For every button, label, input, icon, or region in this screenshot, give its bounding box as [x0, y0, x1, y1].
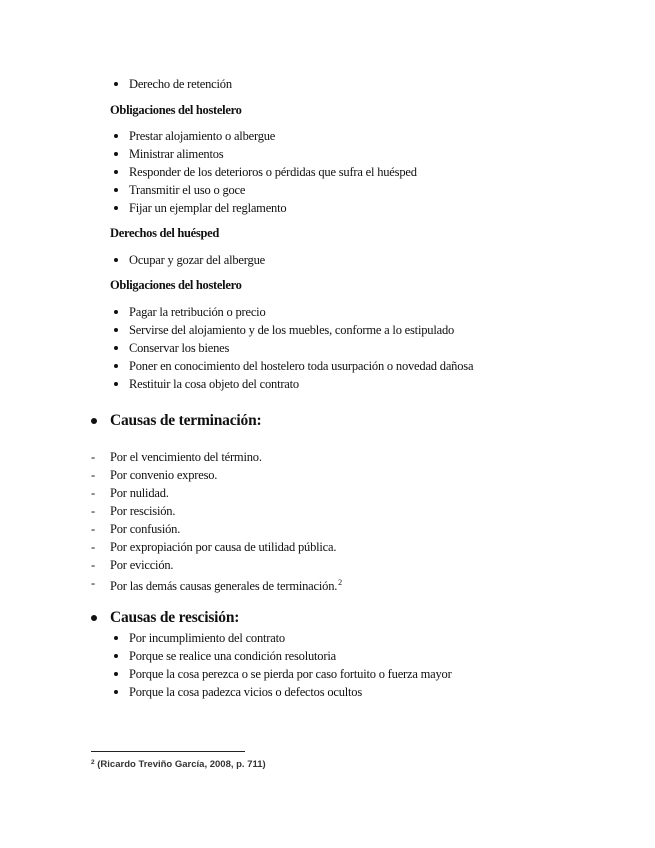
bullet-icon — [114, 170, 118, 174]
list-item: Servirse del alojamiento y de los muebles, conforme a lo estipulado — [129, 323, 455, 337]
list-item: Porque la cosa padezca vicios o defectos ocultos — [129, 685, 363, 699]
list-item: Porque se realice una condición resolutoria — [129, 649, 336, 663]
dash-marker: - — [91, 450, 96, 464]
list-item: Restituir la cosa objeto del contrato — [129, 377, 299, 391]
list-item: Por incumplimiento del contrato — [129, 631, 285, 645]
section-title-causas-terminacion: Causas de terminación: — [110, 412, 262, 429]
dash-marker: - — [91, 468, 96, 482]
bullet-icon — [91, 615, 97, 621]
list-item: Por convenio expreso. — [110, 468, 218, 482]
list-item-text: Por las demás causas generales de terminación. — [110, 579, 338, 593]
dash-marker: - — [91, 558, 96, 572]
bullet-icon — [114, 134, 118, 138]
bullet-icon — [91, 418, 97, 424]
list-item: Por evicción. — [110, 558, 174, 572]
bullet-icon — [114, 188, 118, 192]
footnote-number: 2 — [91, 759, 95, 766]
section-title-causas-rescision: Causas de rescisión: — [110, 609, 240, 626]
subheading-obligaciones-hostelero: Obligaciones del hostelero — [110, 278, 242, 292]
list-item: Por confusión. — [110, 522, 181, 536]
list-item: Por nulidad. — [110, 486, 169, 500]
list-item — [110, 575, 342, 594]
footnote-reference: 2 — [338, 578, 342, 587]
list-item: Conservar los bienes — [129, 341, 230, 355]
list-item: Ocupar y gozar del albergue — [129, 253, 265, 267]
dash-marker: - — [91, 486, 96, 500]
list-item: Derecho de retención — [129, 77, 232, 91]
dash-marker: - — [91, 540, 96, 554]
footnote-separator — [91, 751, 245, 752]
bullet-icon — [114, 654, 118, 658]
bullet-icon — [114, 364, 118, 368]
bullet-icon — [114, 346, 118, 350]
dash-marker: - — [91, 576, 96, 590]
footnote-text: (Ricardo Treviño García, 2008, p. 711) — [97, 759, 266, 770]
bullet-icon — [114, 690, 118, 694]
bullet-icon — [114, 636, 118, 640]
list-item: Ministrar alimentos — [129, 147, 224, 161]
list-item: Transmitir el uso o goce — [129, 183, 246, 197]
bullet-icon — [114, 672, 118, 676]
bullet-icon — [114, 82, 118, 86]
list-item: Pagar la retribución o precio — [129, 305, 266, 319]
bullet-icon — [114, 258, 118, 262]
subheading-derechos-huesped: Derechos del huésped — [110, 226, 220, 240]
list-item: Por expropiación por causa de utilidad pública. — [110, 540, 337, 554]
list-item: Por el vencimiento del término. — [110, 450, 262, 464]
list-item: Responder de los deterioros o pérdidas que sufra el huésped — [129, 165, 417, 179]
bullet-icon — [114, 152, 118, 156]
bullet-icon — [114, 382, 118, 386]
bullet-icon — [114, 206, 118, 210]
list-item: Porque la cosa perezca o se pierda por caso fortuito o fuerza mayor — [129, 667, 452, 681]
footnote — [91, 759, 266, 770]
list-item: Prestar alojamiento o albergue — [129, 129, 276, 143]
dash-marker: - — [91, 504, 96, 518]
list-item: Poner en conocimiento del hostelero toda usurpación o novedad dañosa — [129, 359, 474, 373]
bullet-icon — [114, 328, 118, 332]
subheading-obligaciones-hostelero: Obligaciones del hostelero — [110, 103, 242, 117]
bullet-icon — [114, 310, 118, 314]
list-item: Por rescisión. — [110, 504, 176, 518]
list-item: Fijar un ejemplar del reglamento — [129, 201, 287, 215]
dash-marker: - — [91, 522, 96, 536]
